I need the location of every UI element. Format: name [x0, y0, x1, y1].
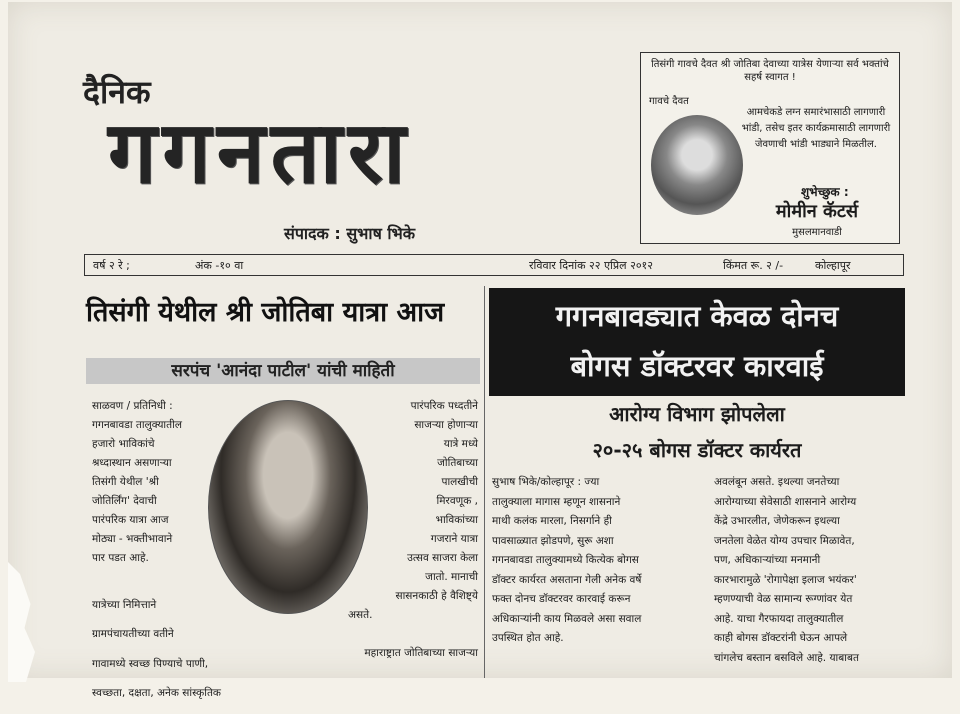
- story2-text-line: उपस्थित होत आहे.: [492, 632, 564, 644]
- story2-text-line: अवलंबून असते. इथल्या जनतेच्या: [714, 476, 840, 488]
- story1-text-line: महाराष्ट्रात जोतिबाच्या साजऱ्या: [364, 647, 478, 659]
- story2-text-line: माथी कलंक मारला, निसर्गाने ही: [492, 515, 612, 527]
- story1-text-line: स्वच्छता, दक्षता, अनेक सांस्कृतिक: [92, 687, 221, 699]
- story2-text-line: चांगलेच बस्तान बसविले आहे. याबाबत: [714, 651, 859, 664]
- story1-text-line: मिरवणूक ,: [436, 495, 478, 507]
- torn-edge: [8, 562, 38, 682]
- story1-text-line: साजऱ्या होणाऱ्या: [414, 419, 478, 431]
- story2-text-line: अधिकाऱ्यांनी काय मिळवले असा सवाल: [492, 612, 642, 625]
- ad-welcome-text: तिसंगी गावचे दैवत श्री जोतिबा देवाच्या यात्रेस येणाऱ्या सर्व भक्तांचे सहर्ष स्वागत !: [651, 59, 889, 83]
- story1-text-line: गावामध्ये स्वच्छ पिण्याचे पाणी,: [92, 657, 209, 670]
- story1-text-line: जातो. मानाची: [425, 571, 478, 583]
- advertisement-box: [640, 52, 900, 244]
- issue-label: अंक -१० वा: [195, 259, 244, 272]
- story2-text-line: केंद्रे उभारलीत, जेणेकरून इथल्या: [714, 515, 840, 527]
- story2-text-line: गगनबावडा तालुक्यामध्ये कित्येक बोगस: [492, 554, 639, 566]
- ad-wishes-label: शुभेच्छुक :: [801, 185, 849, 199]
- story2-text-line: पण, अधिकाऱ्यांच्या मनमानी: [714, 554, 821, 566]
- story1-text-line: यात्रे मध्ये: [443, 438, 478, 450]
- story2-text-line: म्हणण्याची वेळ सामान्य रूग्णांवर येत: [714, 593, 853, 605]
- story1-headline: तिसंगी येथील श्री जोतिबा यात्रा आज: [86, 297, 445, 328]
- date-bar: [84, 254, 904, 276]
- story1-subhead: सरपंच 'आनंदा पाटील' यांची माहिती: [86, 358, 480, 384]
- story1-left-column: [92, 397, 252, 568]
- date-label: रविवार दिनांक २२ एप्रिल २०१२: [529, 259, 653, 272]
- story1-text-line: यात्रेच्या निमित्ताने: [92, 598, 157, 611]
- story2-headline-line2: बोगस डॉक्टरवर कारवाई: [570, 349, 824, 383]
- story2-text-line: आरोग्याच्या सेवेसाठी शासनाने आरोग्य: [714, 495, 857, 508]
- story1-text-line: हजारो भाविकांचे: [92, 438, 155, 450]
- story1-text-line: श्रध्दास्थान असणाऱ्या: [92, 457, 172, 469]
- story2-text-line: जनतेला वेळेत योग्य उपचार मिळावेत,: [714, 534, 855, 547]
- story1-text-line: मोठ्या - भक्तीभावाने: [92, 533, 173, 545]
- story1-text-line: पालखीची: [441, 476, 478, 488]
- price-label: किंमत रू. २ /-: [723, 259, 784, 272]
- story2-subhead1: आरोग्य विभाग झोपलेला: [609, 402, 785, 426]
- story2-headline-line1: गगनबावड्यात केवळ दोनच: [555, 299, 839, 333]
- story1-text-line: असते.: [348, 609, 373, 621]
- ad-place-name: मुसलमानवाडी: [792, 227, 842, 238]
- year-label: वर्ष २ रे ;: [93, 259, 130, 272]
- story2-text-line: काही बोगस डॉक्टरांनी घेऊन आपले: [714, 632, 848, 644]
- story2-text-line: पावसाळ्यात झोडपणे, सुरू अशा: [492, 534, 614, 547]
- deity-photo: [651, 115, 743, 215]
- story1-text-line: पारंपरिक पध्दतीने: [410, 400, 478, 412]
- ad-body-text: आमचेकडे लग्न समारंभासाठी लागणारी भांडी, तसेच इतर कार्यक्रमासाठी लागणारी जेवणाची भांडी भाड्याने मिळतील.: [741, 107, 891, 150]
- story2-text-line: आहे. याचा गैरफायदा तालुक्यातील: [714, 612, 844, 625]
- story1-text-line: भाविकांच्या: [435, 514, 478, 526]
- story1-text-line: साळवण / प्रतिनिधी :: [92, 400, 173, 412]
- story2-text-line: सुभाष भिके/कोल्हापूर : ज्या: [492, 476, 600, 488]
- ad-deity-caption: गावचे दैवत: [649, 96, 689, 107]
- city-label: कोल्हापूर: [815, 259, 851, 272]
- story2-text-line: कारभारामुळे 'रोगापेक्षा इलाज भयंकर': [714, 573, 857, 586]
- story2-right-column: [714, 473, 906, 668]
- story1-text-line: गजराने यात्रा: [430, 533, 478, 545]
- story1-text-line: गगनबावडा तालुक्यातील: [92, 419, 182, 431]
- story2-text-line: डॉक्टर कार्यरत असताना गेली अनेक वर्षे: [492, 573, 642, 586]
- story1-text-line: जोतिर्लिंग' देवाची: [92, 495, 157, 507]
- story1-text-line: पारंपरिक यात्रा आज: [92, 514, 169, 526]
- edition-label: दैनिक: [83, 73, 151, 111]
- story2-text-line: फक्त दोनच डॉक्टरवर कारवाई करून: [492, 593, 631, 605]
- story1-text-line: पार पडत आहे.: [92, 552, 149, 564]
- ad-brand-name: मोमीन कॅटर्स: [775, 201, 859, 222]
- story1-text-line: सासनकाठी हे वैशिष्ट्ये: [395, 590, 478, 602]
- story2-subhead2: २०-२५ बोगस डॉक्टर कार्यरत: [592, 438, 802, 462]
- story1-text-line: ग्रामपंचायतीच्या वतीने: [92, 628, 174, 640]
- story2-headline-box: [489, 288, 905, 396]
- newspaper-title: गगनतारा: [108, 103, 412, 203]
- story1-right-column: [348, 397, 478, 663]
- newspaper-page: [8, 2, 952, 699]
- story1-text-line: उत्सव साजरा केला: [407, 552, 478, 564]
- story2-text-line: तालुक्याला मागास म्हणून शासनाने: [492, 495, 621, 508]
- editor-line: संपादक : सुभाष भिके: [284, 224, 416, 243]
- story1-text-line: तिसंगी येथील 'श्री: [92, 476, 159, 488]
- column-divider: [484, 286, 485, 678]
- story2-left-column: [492, 473, 710, 649]
- story1-text-line: जोतिबाच्या: [437, 457, 478, 469]
